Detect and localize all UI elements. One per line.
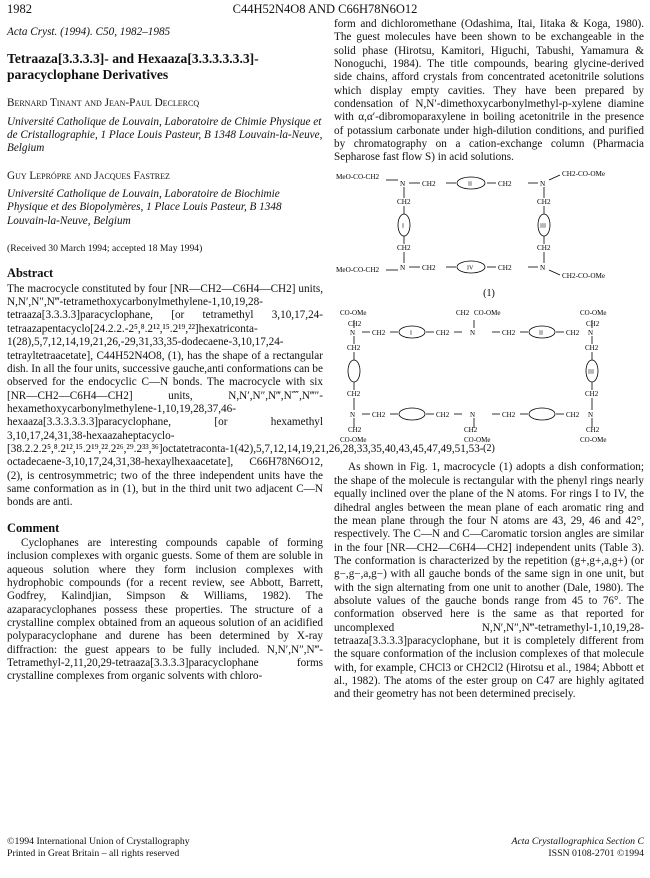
comment-text: Cyclophanes are interesting compounds capable of forming inclusion complexes with organic guests. Some of them are soluble in aqueous solution where they form inclusion complexes with hydrophobic compounds (for a recent review, see Abbott, Barrett, Godfrey, Kalindjian, Simpson & Williams, 1982). The azaparacyclophanes possess these properties. The structure of a crystalline complex obtained from an aqueous solution of an acidified polyparacyclophane and durene has been determined by X-ray diffraction: the guest appears to be fully included. N,N′,N″,N‴-Tetramethyl-2,11,20,29-tetraaza[3.3.3.3]paracyclophane forms crystalline complexes from organic solvents with chloro-: [7, 536, 323, 683]
ch2-label: CH2: [566, 411, 580, 420]
ch2-label: CH2: [348, 426, 362, 435]
ch2-label: CH2: [537, 197, 551, 206]
ch2-label: CH2: [372, 411, 386, 420]
ring-label: IV: [467, 265, 474, 272]
abstract-text: The macrocycle constituted by four [NR—CH2—C6H4—CH2] units, N,N′,N″,N‴-tetramethoxycarbonylmethylene-1,10,19,28-tetraaza[3.3.3.3]paracyclophane, [or tetramethyl 3,10,17,24-tetraazapentacyclo[24.2.2.-2⁵,⁸.2¹²,¹⁵.2¹⁹,²²]hexatriconta-1(28),5,7,12,14,19,21,26,-29,31,33,35-dodecaene-3,10,17,24-tetrayltetraacetate], C44H52N4O8, (1), has the shape of a rectangular dish. In all the four units, successive gauche,anti conformations can be observed for the endocyclic C—N bonds. The macrocycle with six [NR—CH2—C6H4—CH2] units, N,N′,N″,N‴,N⁗,N‴″-hexamethoxycarbonylmethylene-1,10,19,28,37,46-hexaaza[3.3.3.3.3.3]paracyclophane, [or hexamethyl 3,10,17,24,31,38-hexaazaheptacyclo-[38.2.2.2⁵,⁸.2¹²,¹⁵.2¹⁹,²².2²⁶,²⁹.2³³,³⁶]octatetracontа-1(42),5,7,12,14,19,21,26,28,33,35,40,43,45,47,49,51,53-octadecaene-3,10,17,24,31,38-hexaylhexaacetate], C66H78N6O12, (2), is centrosymmetric; two of the three independent units have the same conformation as in (1), but in the third unit two adjacent C—N bonds are anti.: [7, 282, 484, 509]
co-ome-label: CO-OMe: [464, 436, 491, 445]
ch2-label: CH2: [498, 179, 512, 188]
substituent-bottom-left: MeO-CO-CH2: [336, 265, 380, 274]
citation: Acta Cryst. (1994). C50, 1982–1985: [7, 26, 171, 38]
page-number: 1982: [7, 2, 32, 16]
ch2-label: CH2: [397, 243, 411, 252]
n-atom: N: [470, 329, 476, 338]
n-atom: N: [350, 411, 356, 420]
author-group-2: Guy Leprópre and Jacques Fastrez: [7, 169, 170, 182]
n-atom: N: [400, 263, 406, 272]
ch2-label: CH2: [348, 320, 362, 329]
structure-diagram-2: [334, 306, 634, 446]
co-ome-label: CO-OMe: [340, 436, 367, 445]
article-title: Tetraaza[3.3.3.3]- and Hexaaza[3.3.3.3.3.3]-paracyclophane Derivatives: [7, 51, 259, 83]
n-atom: N: [588, 411, 594, 420]
ch2-label: CH2: [566, 329, 580, 338]
received-dates: (Received 30 March 1994; accepted 18 May 1994): [7, 243, 203, 255]
running-title: C44H52N4O8 AND C66H78N6O12: [232, 2, 418, 16]
right-column: [334, 18, 644, 702]
co-ome-label: CO-OMe: [474, 309, 501, 318]
ch2-label: CH2: [498, 263, 512, 272]
figure-1-label: (1): [483, 287, 495, 299]
ch2-label: CH2: [436, 411, 450, 420]
n-atom: N: [400, 179, 406, 188]
footer-right: [334, 836, 644, 860]
copyright: ©1994 International Union of Crystallography: [7, 836, 190, 847]
ring-label: I: [402, 223, 404, 230]
right-discussion-text: As shown in Fig. 1, macrocycle (1) adopts a dish conformation; the shape of the molecule is rectangular with the phenyl rings nearly equally inclined over the plane of the N atoms. For rings I to IV, the dihedral angles between the mean plane of each aromatic ring and the mean plane through the four N atoms are 43, 29, 46 and 42°, respectively. The C—N and C—Caromatic torsion angles are similar in the four [NR—CH2—C6H4—CH2] independent units (Table 3). The conformation is characterized by the repetition (g+,g+,a,g+) (or g−,g−,a,g−) with all gauche bonds of the same sign in one unit, but with the sign alternating from one unit to another (Dale, 1980). The absolute values of the gauche bonds range from 45 to 76°. The conformation observed here is the same as that reported for uncomplexed N,N′,N″,N‴-tetramethyl-1,10,19,28-tetraaza[3.3.3.3]paracyclophane, but it is completely different from the square conformation of the inclusion complexes of that molecule with, for example, CHCl3 or CH2Cl2 (Hirotsu et al., 1984; Abbott et al., 1982). The atoms of the ester group on C47 are highly agitated and their geometry has not been determined precisely.: [334, 461, 644, 701]
affiliation-1: Université Catholique de Louvain, Laboratoire de Chimie Physique et de Cristallographie, 1 Place Louis Pasteur, B 1348 Louvain-la-Neuve, Belgium: [7, 115, 323, 155]
ring-label: III: [540, 223, 546, 230]
ring-label: II: [539, 330, 543, 337]
ch2-label: CH2: [436, 329, 450, 338]
ch2-label: CH2: [372, 329, 386, 338]
structure-figure-1: [334, 171, 644, 300]
ch2-label: CH2: [502, 329, 516, 338]
ring-label: II: [468, 181, 472, 188]
ch2-label: CH2: [422, 263, 436, 272]
ch2-label: CH2: [422, 179, 436, 188]
n-atom: N: [350, 329, 356, 338]
n-atom: N: [540, 179, 546, 188]
substituent-top-right: CH2-CO-OMe: [562, 170, 606, 178]
structure-figure-2: [334, 306, 644, 455]
affiliation-2: Université Catholique de Louvain, Laboratoire de Biochimie Physique et des Biopolymères, 1 Place Louis Pasteur, B 1348 Louvain-la-Neuve, Belgium: [7, 188, 282, 227]
co-ome-label: CO-OMe: [580, 436, 607, 445]
issn: ISSN 0108-2701 ©1994: [548, 848, 644, 859]
journal-name: Acta Crystallographica Section C: [511, 836, 644, 847]
substituent-top-left: MeO-CO-CH2: [336, 172, 380, 181]
n-atom: N: [540, 263, 546, 272]
ch2-label: CH2: [347, 390, 361, 399]
ch2-label: CH2: [585, 390, 599, 399]
abstract-heading: Abstract: [7, 266, 54, 281]
co-ome-label: CO-OMe: [340, 309, 367, 318]
ch2-label: CH2: [347, 344, 361, 353]
ring-label: I: [410, 330, 412, 337]
printed-notice: Printed in Great Britain – all rights reserved: [7, 848, 180, 859]
ch2-co-ome-label: CH2: [456, 309, 470, 318]
ch2-label: CH2: [586, 320, 600, 329]
ch2-label: CH2: [464, 426, 478, 435]
n-atom: N: [588, 329, 594, 338]
author-group-1: Bernard Tinant and Jean-Paul Declercq: [7, 97, 200, 110]
structure-diagram-1: [334, 171, 634, 291]
ch2-label: CH2: [397, 197, 411, 206]
right-intro-text: form and dichloromethane (Odashima, Itai, Iitaka & Koga, 1980). The guest molecules have been shown to be exchangeable in the solid phase (Hirotsu, Kamitori, Higuchi, Tabushi, Yamamura & Nonoguchi, 1984). The title compounds, bearing glycine-derived side chains, afford crystals from concentrated acetonitrile solutions which display empty cavities. They have been prepared by condensation of N,N′-dimethoxycarbonylmethyl-p-xylene diamine with α,α′-dibromoparaxylene in boiling acetonitrile in the presence of potassium carbonate under high-dilution conditions, and purified by chromatography on a cation-exchange column (Pharmacia Sepharose fast flow S) in acid solutions.: [334, 18, 644, 164]
ch2-label: CH2: [585, 344, 599, 353]
ch2-label: CH2: [586, 426, 600, 435]
figure-2-label: (2): [483, 443, 495, 455]
comment-heading: Comment: [7, 520, 60, 535]
substituent-bottom-right: CH2-CO-OMe: [562, 271, 606, 280]
ch2-label: CH2: [537, 243, 551, 252]
n-atom: N: [470, 411, 476, 420]
ch2-label: CH2: [502, 411, 516, 420]
co-ome-label: CO-OMe: [580, 309, 607, 318]
footer-left: [7, 836, 190, 860]
ring-label: III: [588, 369, 594, 376]
